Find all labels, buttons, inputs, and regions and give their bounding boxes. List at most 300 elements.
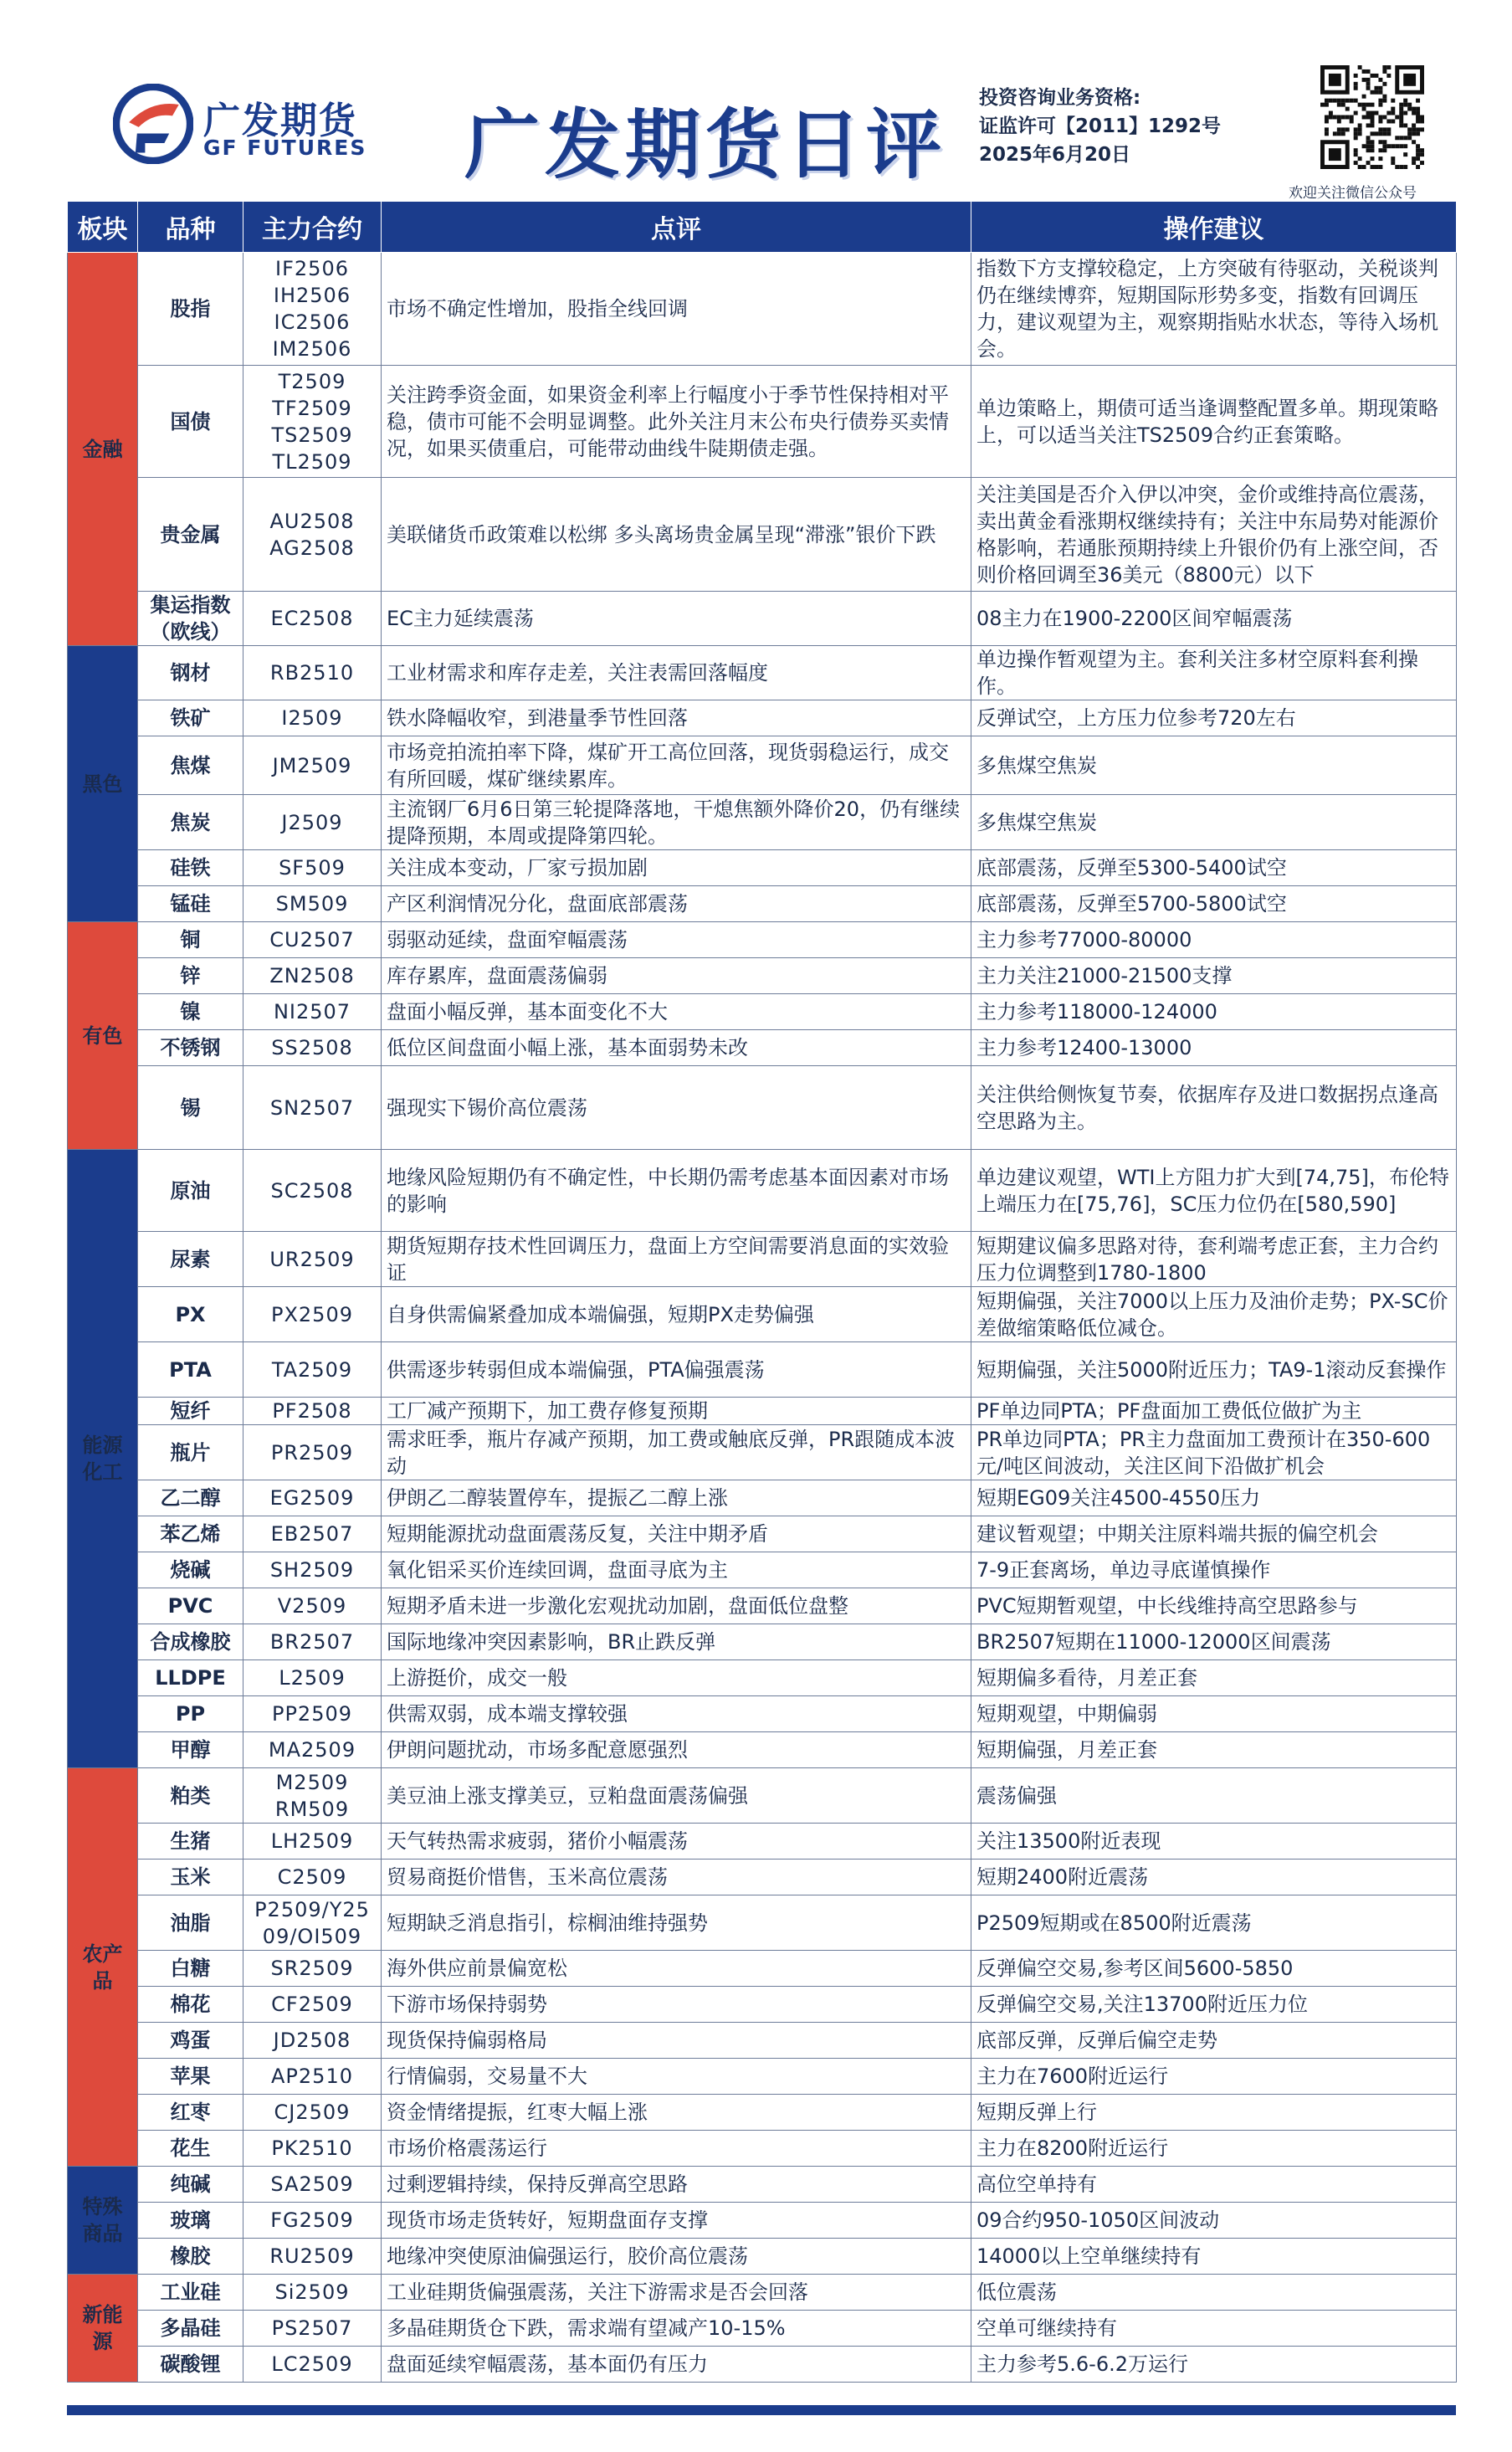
table-row xyxy=(68,1951,1457,1987)
contract-code: BR2507 xyxy=(269,1630,355,1654)
advice-cell: BR2507短期在11000-12000区间震荡 xyxy=(971,1624,1457,1660)
contract-code: P2509/Y25 xyxy=(254,1897,370,1921)
variety-cell: 锰硅 xyxy=(138,886,243,922)
table-row xyxy=(68,2095,1457,2131)
comment-cell: 资金情绪提振，红枣大幅上涨 xyxy=(382,2095,971,2131)
contract-cell xyxy=(243,886,382,922)
contract-code: SR2509 xyxy=(270,1957,354,1980)
variety-cell: PTA xyxy=(138,1342,243,1398)
variety-cell: 镍 xyxy=(138,994,243,1030)
variety-cell: 甲醇 xyxy=(138,1732,243,1768)
advice-cell: 短期偏强，关注5000附近压力；TA9-1滚动反套操作 xyxy=(971,1342,1457,1398)
comment-cell: 盘面延续窄幅震荡，基本面仍有压力 xyxy=(382,2347,971,2383)
variety-cell: PVC xyxy=(138,1588,243,1624)
comment-cell: 盘面小幅反弹，基本面变化不大 xyxy=(382,994,971,1030)
variety-cell: 硅铁 xyxy=(138,850,243,886)
advice-cell: 反弹试空，上方压力位参考720左右 xyxy=(971,700,1457,736)
table-row xyxy=(68,922,1457,958)
table-row xyxy=(68,700,1457,736)
sector-label: 有色 xyxy=(68,922,138,1150)
qualification-line: 投资咨询业务资格: xyxy=(979,87,1141,109)
contract-cell xyxy=(243,850,382,886)
contract-code: V2509 xyxy=(277,1594,347,1618)
advice-cell: 09合约950-1050区间波动 xyxy=(971,2203,1457,2239)
contract-cell xyxy=(243,1342,382,1398)
contract-cell xyxy=(243,478,382,592)
table-row xyxy=(68,1287,1457,1342)
contract-cell xyxy=(243,592,382,646)
contract-cell xyxy=(243,1552,382,1588)
advice-cell: 高位空单持有 xyxy=(971,2167,1457,2203)
comment-cell: 国际地缘冲突因素影响，BR止跌反弹 xyxy=(382,1624,971,1660)
advice-cell: 短期2400附近震荡 xyxy=(971,1860,1457,1895)
contract-cell xyxy=(243,736,382,795)
contract-cell xyxy=(243,994,382,1030)
table-row xyxy=(68,2131,1457,2167)
header-advice: 操作建议 xyxy=(971,202,1457,253)
variety-cell: 尿素 xyxy=(138,1232,243,1287)
variety-cell: 原油 xyxy=(138,1150,243,1232)
contract-code: T2509 xyxy=(278,369,346,393)
comment-cell: 伊朗乙二醇装置停车，提振乙二醇上涨 xyxy=(382,1480,971,1516)
contract-code: LH2509 xyxy=(270,1829,354,1853)
advice-cell: 短期偏多看待，月差正套 xyxy=(971,1660,1457,1696)
contract-code: Si2509 xyxy=(274,2280,350,2304)
contract-cell xyxy=(243,1398,382,1425)
contract-code: CF2509 xyxy=(271,1993,353,2016)
comment-cell: 地缘冲突使原油偏强运行，胶价高位震荡 xyxy=(382,2239,971,2275)
variety-cell: 短纤 xyxy=(138,1398,243,1425)
contract-cell xyxy=(243,646,382,700)
table-row xyxy=(68,1660,1457,1696)
variety-cell: 粕类 xyxy=(138,1768,243,1824)
table-row xyxy=(68,1342,1457,1398)
variety-cell: 乙二醇 xyxy=(138,1480,243,1516)
advice-cell: 建议暂观望；中期关注原料端共振的偏空机会 xyxy=(971,1516,1457,1552)
comment-cell: 地缘风险短期仍有不确定性，中长期仍需考虑基本面因素对市场的影响 xyxy=(382,1150,971,1232)
advice-cell: 反弹偏空交易,参考区间5600-5850 xyxy=(971,1951,1457,1987)
table-row xyxy=(68,886,1457,922)
variety-cell: 纯碱 xyxy=(138,2167,243,2203)
table-row xyxy=(68,994,1457,1030)
advice-cell: 多焦煤空焦炭 xyxy=(971,795,1457,850)
advice-cell: 短期建议偏多思路对待，套利端考虑正套，主力合约压力位调整到1780-1800 xyxy=(971,1232,1457,1287)
advice-cell: 08主力在1900-2200区间窄幅震荡 xyxy=(971,592,1457,646)
table-row xyxy=(68,736,1457,795)
contract-code: SA2509 xyxy=(270,2172,354,2196)
contract-cell xyxy=(243,1987,382,2023)
contract-code: LC2509 xyxy=(271,2352,353,2376)
table-row xyxy=(68,646,1457,700)
contract-cell xyxy=(243,922,382,958)
advice-cell: 7-9正套离场，单边寻底谨慎操作 xyxy=(971,1552,1457,1588)
contract-code: IH2506 xyxy=(273,284,351,307)
contract-cell xyxy=(243,2311,382,2347)
variety-cell: 花生 xyxy=(138,2131,243,2167)
contract-code: NI2507 xyxy=(273,1000,351,1023)
qualification-block xyxy=(979,84,1221,169)
variety-cell: 生猪 xyxy=(138,1824,243,1860)
variety-cell: 橡胶 xyxy=(138,2239,243,2275)
table-row xyxy=(68,1768,1457,1824)
sector-label: 金融 xyxy=(68,253,138,646)
contract-cell xyxy=(243,1066,382,1150)
contract-cell xyxy=(243,2131,382,2167)
contract-code: I2509 xyxy=(281,706,343,730)
contract-code: JD2508 xyxy=(273,2029,351,2052)
sector-label: 特殊商品 xyxy=(68,2167,138,2275)
comment-cell: 关注跨季资金面，如果资金利率上行幅度小于季节性保持相对平稳，债市可能不会明显调整。此外关注月末公布央行债券买卖情况，如果买债重启，可能带动曲线牛陡期债走强。 xyxy=(382,366,971,478)
contract-code: IC2506 xyxy=(274,310,351,334)
contract-code: M2509 xyxy=(275,1770,349,1794)
comment-cell: 工厂减产预期下，加工费存修复预期 xyxy=(382,1398,971,1425)
table-row xyxy=(68,1150,1457,1232)
comment-cell: 市场不确定性增加，股指全线回调 xyxy=(382,253,971,366)
advice-cell: 空单可继续持有 xyxy=(971,2311,1457,2347)
table-row xyxy=(68,1860,1457,1895)
comment-cell: 强现实下锡价高位震荡 xyxy=(382,1066,971,1150)
comment-cell: 需求旺季，瓶片存减产预期，加工费或触底反弹，PR跟随成本波动 xyxy=(382,1425,971,1480)
contract-code: CJ2509 xyxy=(274,2101,351,2124)
contract-code: SN2507 xyxy=(269,1095,355,1120)
sector-label: 农产品 xyxy=(68,1768,138,2167)
contract-cell xyxy=(243,2023,382,2059)
gf-logo-icon xyxy=(113,84,193,164)
comment-cell: 主流钢厂6月6日第三轮提降落地，干熄焦额外降价20，仍有继续提降预期，本周或提降第四轮。 xyxy=(382,795,971,850)
gf-futures-logo xyxy=(113,84,381,176)
table-row xyxy=(68,366,1457,478)
contract-code: SM509 xyxy=(275,892,349,916)
table-row xyxy=(68,1588,1457,1624)
variety-cell: 苹果 xyxy=(138,2059,243,2095)
comment-cell: 上游挺价，成交一般 xyxy=(382,1660,971,1696)
comment-cell: 自身供需偏紧叠加成本端偏强，短期PX走势偏强 xyxy=(382,1287,971,1342)
variety-cell: 锡 xyxy=(138,1066,243,1150)
advice-cell: 反弹偏空交易,关注13700附近压力位 xyxy=(971,1987,1457,2023)
variety-cell: 玻璃 xyxy=(138,2203,243,2239)
report-date: 2025年6月20日 xyxy=(979,144,1131,166)
contract-cell xyxy=(243,1824,382,1860)
table-row xyxy=(68,1824,1457,1860)
table-row xyxy=(68,1552,1457,1588)
contract-code: CU2507 xyxy=(269,928,355,952)
variety-cell: 玉米 xyxy=(138,1860,243,1895)
advice-cell: 短期反弹上行 xyxy=(971,2095,1457,2131)
qr-caption: 欢迎关注微信公众号 xyxy=(1289,185,1417,202)
table-row xyxy=(68,1480,1457,1516)
comment-cell: 多晶硅期货仓下跌，需求端有望减产10-15% xyxy=(382,2311,971,2347)
variety-cell: 多晶硅 xyxy=(138,2311,243,2347)
contract-code: FG2509 xyxy=(270,2208,354,2232)
contract-code: TL2509 xyxy=(272,449,352,474)
variety-cell: 钢材 xyxy=(138,646,243,700)
contract-code: PX2509 xyxy=(271,1302,353,1326)
contract-cell xyxy=(243,1150,382,1232)
advice-cell: 单边建议观望，WTI上方阻力扩大到[74,75]，布伦特上端压力在[75,76]，SC压力位仍在[580,590] xyxy=(971,1150,1457,1232)
table-row xyxy=(68,2167,1457,2203)
variety-cell: 铜 xyxy=(138,922,243,958)
variety-cell: 集运指数（欧线） xyxy=(138,592,243,646)
contract-cell xyxy=(243,1768,382,1824)
table-row xyxy=(68,958,1457,994)
contract-code: EB2507 xyxy=(270,1522,354,1546)
contract-code: ZN2508 xyxy=(269,964,355,987)
header-comment: 点评 xyxy=(382,202,971,253)
bottom-divider xyxy=(67,2405,1456,2415)
contract-cell xyxy=(243,2203,382,2239)
variety-cell: 瓶片 xyxy=(138,1425,243,1480)
comment-cell: 短期能源扰动盘面震荡反复，关注中期矛盾 xyxy=(382,1516,971,1552)
comment-cell: 过剩逻辑持续，保持反弹高空思路 xyxy=(382,2167,971,2203)
contract-cell xyxy=(243,1287,382,1342)
variety-cell: 白糖 xyxy=(138,1951,243,1987)
contract-cell xyxy=(243,795,382,850)
contract-code: PP2509 xyxy=(271,1702,353,1726)
contract-code: PR2509 xyxy=(270,1440,354,1465)
contract-code: MA2509 xyxy=(268,1738,356,1762)
sector-label: 新能源 xyxy=(68,2275,138,2383)
table-row xyxy=(68,2347,1457,2383)
contract-code: EC2508 xyxy=(270,607,354,630)
advice-cell: 主力参考77000-80000 xyxy=(971,922,1457,958)
advice-cell: 关注美国是否介入伊以冲突，金价或维持高位震荡，卖出黄金看涨期权继续持有；关注中东局势对能源价格影响，若通胀预期持续上升银价仍有上涨空间，否则价格回调至36美元（8800元）以下 xyxy=(971,478,1457,592)
comment-cell: 贸易商挺价惜售，玉米高位震荡 xyxy=(382,1860,971,1895)
advice-cell: 单边操作暂观望为主。套利关注多材空原料套利操作。 xyxy=(971,646,1457,700)
sector-label: 能源化工 xyxy=(68,1150,138,1768)
contract-code: IM2506 xyxy=(272,337,352,361)
contract-code: EG2509 xyxy=(269,1486,355,1510)
page-title: 广发期货日评 xyxy=(464,101,946,189)
contract-cell xyxy=(243,1516,382,1552)
variety-cell: 铁矿 xyxy=(138,700,243,736)
contract-cell xyxy=(243,2167,382,2203)
table-row xyxy=(68,1425,1457,1480)
comment-cell: 氧化铝采买价连续回调，盘面寻底为主 xyxy=(382,1552,971,1588)
comment-cell: 伊朗问题扰动，市场多配意愿强烈 xyxy=(382,1732,971,1768)
contract-code: UR2509 xyxy=(269,1247,355,1271)
contract-cell xyxy=(243,1696,382,1732)
advice-cell: 低位震荡 xyxy=(971,2275,1457,2311)
variety-cell: 鸡蛋 xyxy=(138,2023,243,2059)
comment-cell: 产区利润情况分化，盘面底部震荡 xyxy=(382,886,971,922)
advice-cell: 14000以上空单继续持有 xyxy=(971,2239,1457,2275)
contract-cell xyxy=(243,1732,382,1768)
contract-code: L2509 xyxy=(279,1666,346,1690)
comment-cell: 现货保持偏弱格局 xyxy=(382,2023,971,2059)
comment-cell: 供需逐步转弱但成本端偏强，PTA偏强震荡 xyxy=(382,1342,971,1398)
table-row xyxy=(68,2023,1457,2059)
contract-code: 09/OI509 xyxy=(262,1924,362,1948)
comment-cell: 库存累库，盘面震荡偏弱 xyxy=(382,958,971,994)
comment-cell: 美联储货币政策难以松绑 多头离场贵金属呈现“滞涨”银价下跌 xyxy=(382,478,971,592)
table-row xyxy=(68,1624,1457,1660)
contract-cell xyxy=(243,1895,382,1951)
contract-code: IF2506 xyxy=(275,257,349,280)
comment-cell: 美豆油上涨支撑美豆，豆粕盘面震荡偏强 xyxy=(382,1768,971,1824)
table-row xyxy=(68,1732,1457,1768)
variety-cell: 棉花 xyxy=(138,1987,243,2023)
contract-cell xyxy=(243,1425,382,1480)
contract-code: JM2509 xyxy=(272,753,352,777)
variety-cell: 工业硅 xyxy=(138,2275,243,2311)
table-header-row xyxy=(68,202,1457,253)
comment-cell: 工业硅期货偏强震荡，关注下游需求是否会回落 xyxy=(382,2275,971,2311)
contract-code: AG2508 xyxy=(269,536,355,560)
contract-code: PF2508 xyxy=(272,1399,352,1423)
comment-cell: 市场价格震荡运行 xyxy=(382,2131,971,2167)
advice-cell: 底部震荡，反弹至5700-5800试空 xyxy=(971,886,1457,922)
contract-code: J2509 xyxy=(281,810,343,834)
advice-cell: PVC短期暂观望，中长线维持高空思路参与 xyxy=(971,1588,1457,1624)
contract-cell xyxy=(243,1951,382,1987)
contract-cell xyxy=(243,2095,382,2131)
advice-cell: 短期偏强，月差正套 xyxy=(971,1732,1457,1768)
license-line: 证监许可【2011】1292号 xyxy=(979,115,1222,137)
comment-cell: 关注成本变动，厂家亏损加剧 xyxy=(382,850,971,886)
table-row xyxy=(68,592,1457,646)
comment-cell: 弱驱动延续，盘面窄幅震荡 xyxy=(382,922,971,958)
comment-cell: 天气转热需求疲弱，猪价小幅震荡 xyxy=(382,1824,971,1860)
table-row xyxy=(68,795,1457,850)
contract-cell xyxy=(243,366,382,478)
advice-cell: 震荡偏强 xyxy=(971,1768,1457,1824)
contract-code: C2509 xyxy=(277,1865,347,1889)
variety-cell: 焦炭 xyxy=(138,795,243,850)
advice-cell: 底部震荡，反弹至5300-5400试空 xyxy=(971,850,1457,886)
report-header xyxy=(0,0,1512,201)
commodity-commentary-table xyxy=(67,201,1457,2383)
variety-cell: PX xyxy=(138,1287,243,1342)
table-row xyxy=(68,1696,1457,1732)
table-row xyxy=(68,1516,1457,1552)
comment-cell: 铁水降幅收窄，到港量季节性回落 xyxy=(382,700,971,736)
contract-code: AP2510 xyxy=(271,2065,353,2088)
variety-cell: 油脂 xyxy=(138,1895,243,1951)
comment-cell: 工业材需求和库存走差，关注表需回落幅度 xyxy=(382,646,971,700)
table-row xyxy=(68,1030,1457,1066)
variety-cell: 国债 xyxy=(138,366,243,478)
table-row xyxy=(68,2203,1457,2239)
advice-cell: 短期观望，中期偏弱 xyxy=(971,1696,1457,1732)
contract-cell xyxy=(243,253,382,366)
advice-cell: PF单边同PTA；PF盘面加工费低位做扩为主 xyxy=(971,1398,1457,1425)
advice-cell: 关注13500附近表现 xyxy=(971,1824,1457,1860)
comment-cell: EC主力延续震荡 xyxy=(382,592,971,646)
contract-code: TS2509 xyxy=(271,423,353,447)
variety-cell: 不锈钢 xyxy=(138,1030,243,1066)
table-row xyxy=(68,2239,1457,2275)
sector-label: 黑色 xyxy=(68,646,138,922)
variety-cell: 苯乙烯 xyxy=(138,1516,243,1552)
comment-cell: 短期缺乏消息指引，棕榈油维持强势 xyxy=(382,1895,971,1951)
contract-code: RB2510 xyxy=(269,661,355,685)
logo-chinese-name: 广发期货 xyxy=(203,100,357,142)
comment-cell: 现货市场走货转好，短期盘面存支撑 xyxy=(382,2203,971,2239)
advice-cell: 底部反弹，反弹后偏空走势 xyxy=(971,2023,1457,2059)
variety-cell: 碳酸锂 xyxy=(138,2347,243,2383)
contract-code: PK2510 xyxy=(271,2137,353,2160)
contract-cell xyxy=(243,1030,382,1066)
contract-code: SH2509 xyxy=(269,1558,355,1582)
contract-cell xyxy=(243,1860,382,1895)
table-row xyxy=(68,2311,1457,2347)
table-row xyxy=(68,478,1457,592)
advice-cell: 短期EG09关注4500-4550压力 xyxy=(971,1480,1457,1516)
table-row xyxy=(68,1895,1457,1951)
logo-english-name: GF FUTURES xyxy=(203,136,367,160)
advice-cell: 关注供给侧恢复节奏，依据库存及进口数据拐点逢高空思路为主。 xyxy=(971,1066,1457,1150)
contract-cell xyxy=(243,700,382,736)
qr-code-icon xyxy=(1320,65,1424,169)
variety-cell: 烧碱 xyxy=(138,1552,243,1588)
comment-cell: 期货短期存技术性回调压力，盘面上方空间需要消息面的实效验证 xyxy=(382,1232,971,1287)
table-row xyxy=(68,1232,1457,1287)
variety-cell: PP xyxy=(138,1696,243,1732)
advice-cell: 主力参考12400-13000 xyxy=(971,1030,1457,1066)
contract-cell xyxy=(243,1588,382,1624)
contract-cell xyxy=(243,1480,382,1516)
contract-code: SC2508 xyxy=(270,1178,354,1203)
variety-cell: 贵金属 xyxy=(138,478,243,592)
comment-cell: 行情偏弱，交易量不大 xyxy=(382,2059,971,2095)
table-row xyxy=(68,1066,1457,1150)
comment-cell: 市场竞拍流拍率下降，煤矿开工高位回落，现货弱稳运行，成交有所回暖，煤矿继续累库。 xyxy=(382,736,971,795)
advice-cell: 主力参考5.6-6.2万运行 xyxy=(971,2347,1457,2383)
advice-cell: 指数下方支撑较稳定，上方突破有待驱动，关税谈判仍在继续博弈，短期国际形势多变，指数有回调压力，建议观望为主，观察期指贴水状态，等待入场机会。 xyxy=(971,253,1457,366)
contract-cell xyxy=(243,2239,382,2275)
contract-cell xyxy=(243,2059,382,2095)
variety-cell: 红枣 xyxy=(138,2095,243,2131)
table-body xyxy=(68,253,1457,2383)
advice-cell: 主力参考118000-124000 xyxy=(971,994,1457,1030)
table-row xyxy=(68,1398,1457,1425)
contract-code: TF2509 xyxy=(272,396,352,420)
contract-cell xyxy=(243,1660,382,1696)
advice-cell: PR单边同PTA；PR主力盘面加工费预计在350-600元/吨区间波动，关注区间下沿做扩机会 xyxy=(971,1425,1457,1480)
advice-cell: 主力在7600附近运行 xyxy=(971,2059,1457,2095)
advice-cell: 主力在8200附近运行 xyxy=(971,2131,1457,2167)
advice-cell: 短期偏强，关注7000以上压力及油价走势；PX-SC价差做缩策略低位减仓。 xyxy=(971,1287,1457,1342)
contract-cell xyxy=(243,1232,382,1287)
variety-cell: 焦煤 xyxy=(138,736,243,795)
header-contract: 主力合约 xyxy=(243,202,382,253)
advice-cell: 主力关注21000-21500支撑 xyxy=(971,958,1457,994)
variety-cell: LLDPE xyxy=(138,1660,243,1696)
variety-cell: 股指 xyxy=(138,253,243,366)
comment-cell: 低位区间盘面小幅上涨，基本面弱势未改 xyxy=(382,1030,971,1066)
contract-cell xyxy=(243,958,382,994)
contract-cell xyxy=(243,2347,382,2383)
contract-code: RM509 xyxy=(274,1797,350,1821)
table-row xyxy=(68,2059,1457,2095)
contract-code: PS2507 xyxy=(271,2316,353,2340)
advice-cell: 多焦煤空焦炭 xyxy=(971,736,1457,795)
variety-cell: 锌 xyxy=(138,958,243,994)
table-row xyxy=(68,2275,1457,2311)
table-row xyxy=(68,1987,1457,2023)
table-row xyxy=(68,850,1457,886)
comment-cell: 下游市场保持弱势 xyxy=(382,1987,971,2023)
contract-code: RU2509 xyxy=(269,2244,355,2268)
advice-cell: 单边策略上，期债可适当逢调整配置多单。期现策略上，可以适当关注TS2509合约正套策略。 xyxy=(971,366,1457,478)
header-sector: 板块 xyxy=(68,202,138,253)
advice-cell: P2509短期或在8500附近震荡 xyxy=(971,1895,1457,1951)
header-variety: 品种 xyxy=(138,202,243,253)
comment-cell: 供需双弱，成本端支撑较强 xyxy=(382,1696,971,1732)
contract-cell xyxy=(243,2275,382,2311)
contract-cell xyxy=(243,1624,382,1660)
variety-cell: 合成橡胶 xyxy=(138,1624,243,1660)
